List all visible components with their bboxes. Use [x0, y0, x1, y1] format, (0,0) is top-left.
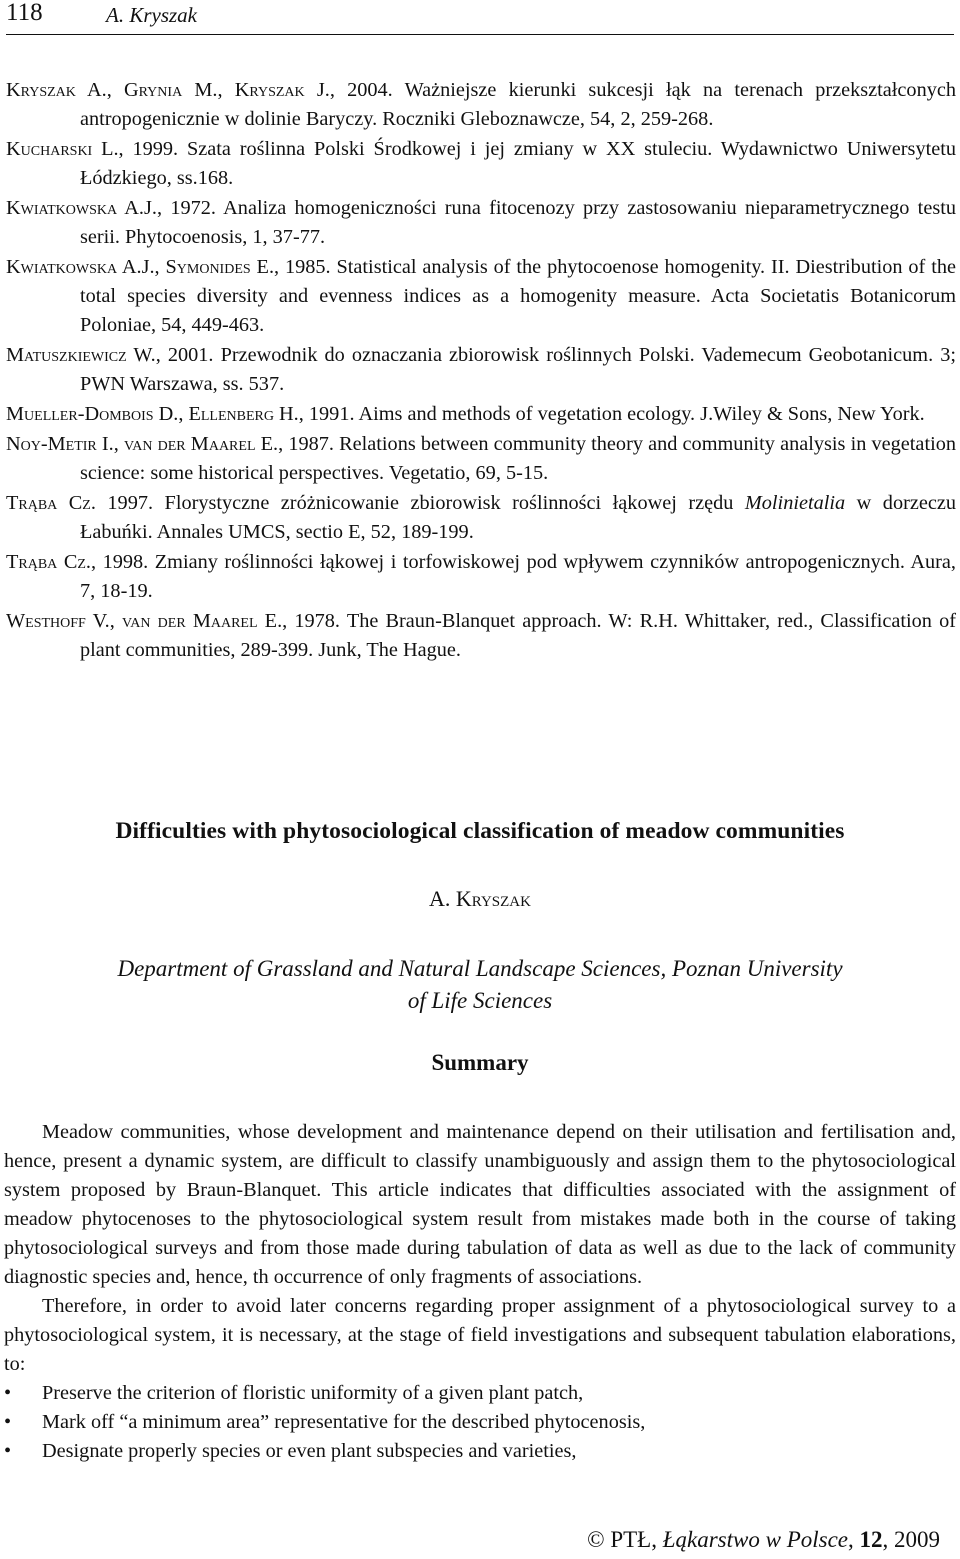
- list-item: [4, 1379, 956, 1408]
- affiliation-line: Department of Grassland and Natural Landscape Sciences, Poznan University: [117, 956, 843, 981]
- bullet-text: Mark off “a minimum area” representative for the described phytocenosis,: [42, 1411, 646, 1433]
- reference-item: [6, 400, 956, 429]
- reference-item: [6, 253, 956, 340]
- reference-text: Aims and methods of vegetation ecology. J.Wiley & Sons, New York.: [354, 403, 925, 425]
- reference-text: Statistical analysis of the phytocoenose homogenity. II. Diestribution of the total species diversity and evenness indices as a homogenity measure. Acta Societatis Botanicorum Poloniae, 54, 449-463.: [80, 256, 956, 336]
- bullet-marker: •: [4, 1440, 12, 1462]
- reference-item: [6, 341, 956, 399]
- reference-authors: Kryszak A., Grynia M., Kryszak J., 2004.: [6, 79, 393, 101]
- bullet-text: Preserve the criterion of floristic uniformity of a given plant patch,: [42, 1382, 584, 1404]
- reference-item: [6, 194, 956, 252]
- reference-text: Szata roślinna Polski Środkowej i jej zmiany w XX stuleciu. Wydawnictwo Uniwersytetu Łódzkiego, ss.168.: [80, 138, 956, 189]
- page-header: [6, 0, 954, 35]
- reference-authors: Trąba Cz. 1997.: [6, 492, 154, 514]
- reference-text: Przewodnik do oznaczania zbiorowisk roślinnych Polski. Vademecum Geobotanicum. 3; PWN Warszawa, ss. 537.: [80, 344, 956, 395]
- page-footer: © PTŁ, Łąkarstwo w Polsce, 12, 2009: [587, 1527, 940, 1552]
- reference-text: Zmiany roślinności łąkowej i torfowiskowej pod wpływem czynników antropogenicznych. Aura, 7, 18-19.: [80, 551, 956, 602]
- reference-item: [6, 135, 956, 193]
- footer-year: , 2009: [882, 1527, 940, 1552]
- reference-item: [6, 76, 956, 134]
- footer-copyright: © PTŁ,: [587, 1527, 663, 1552]
- reference-authors: Kwiatkowska A.J., 1972.: [6, 197, 216, 219]
- footer-volume: 12: [859, 1527, 883, 1552]
- reference-authors: Kucharski L., 1999.: [6, 138, 179, 160]
- list-item: [4, 1437, 956, 1466]
- reference-list: [6, 76, 956, 666]
- bullet-marker: •: [4, 1382, 12, 1404]
- reference-text: Florystyczne zróżnicowanie zbiorowisk roślinności łąkowej rzędu: [153, 492, 745, 514]
- article-affiliation: [0, 953, 960, 1017]
- reference-authors: Noy-Metir I., van der Maarel E., 1987.: [6, 433, 334, 455]
- reference-text: Ważniejsze kierunki sukcesji łąk na terenach przekształconych antropogenicznie w dolinie Baryczy. Roczniki Gleboznawcze, 54, 2, 259-268.: [80, 79, 956, 130]
- reference-item: [6, 607, 956, 665]
- reference-item: [6, 430, 956, 488]
- reference-text: Relations between community theory and community analysis in vegetation science: some historical perspectives. Vegetatio, 69, 5-15.: [80, 433, 956, 484]
- reference-authors: Matuszkiewicz W., 2001.: [6, 344, 214, 366]
- reference-authors: Kwiatkowska A.J., Symonides E., 1985.: [6, 256, 331, 278]
- running-head: A. Kryszak: [106, 3, 197, 27]
- reference-text-continued: w dorzeczu Łabuńki. Annales UMCS, sectio E, 52, 189-199.: [80, 492, 956, 543]
- reference-italic-taxon: Molinietalia: [744, 492, 846, 514]
- bullet-marker: •: [4, 1411, 12, 1433]
- reference-item: [6, 548, 956, 606]
- summary-body: [4, 1118, 956, 1466]
- reference-text: The Braun-Blanquet approach. W: R.H. Whittaker, red., Classification of plant communities, 289-399. Junk, The Hague.: [80, 610, 957, 661]
- bullet-text: Designate properly species or even plant subspecies and varieties,: [42, 1440, 577, 1462]
- article-author: A. Kryszak: [429, 886, 531, 911]
- reference-authors: Westhoff V., van der Maarel E., 1978.: [6, 610, 341, 632]
- reference-authors: Mueller-Dombois D., Ellenberg H., 1991.: [6, 403, 355, 425]
- reference-item: [6, 489, 956, 547]
- page-number: 118: [6, 0, 43, 26]
- reference-authors: Trąba Cz., 1998.: [6, 551, 149, 573]
- affiliation-line: of Life Sciences: [407, 988, 553, 1013]
- summary-bullet-list: [4, 1379, 956, 1466]
- summary-paragraph: Meadow communities, whose development and maintenance depend on their utilisation and fertilisation and, hence, present a dynamic system, are difficult to classify unambiguously and assign them to the phytosociological system proposed by Braun-Blanquet. This article indicates that difficulties associated with the assignment of meadow phytocenoses to the phytosociological system result from mistakes made both in the course of taking phytosociological surveys and from those made during tabulation of data as well as due to the lack of community diagnostic species and, hence, th occurrence of only fragments of associations.: [4, 1121, 956, 1288]
- article-title: Difficulties with phytosociological classification of meadow communities: [115, 818, 845, 844]
- summary-heading: Summary: [431, 1050, 529, 1075]
- reference-text: Analiza homogeniczności runa fitocenozy przy zastosowaniu nieparametrycznego testu serii. Phytocoenosis, 1, 37-77.: [80, 197, 956, 248]
- list-item: [4, 1408, 956, 1437]
- footer-journal: Łąkarstwo w Polsce: [662, 1527, 848, 1552]
- summary-paragraph: Therefore, in order to avoid later concerns regarding proper assignment of a phytosociological survey to a phytosociological system, it is necessary, at the stage of field investigations and subsequent tabulation elaborations, to:: [4, 1295, 956, 1375]
